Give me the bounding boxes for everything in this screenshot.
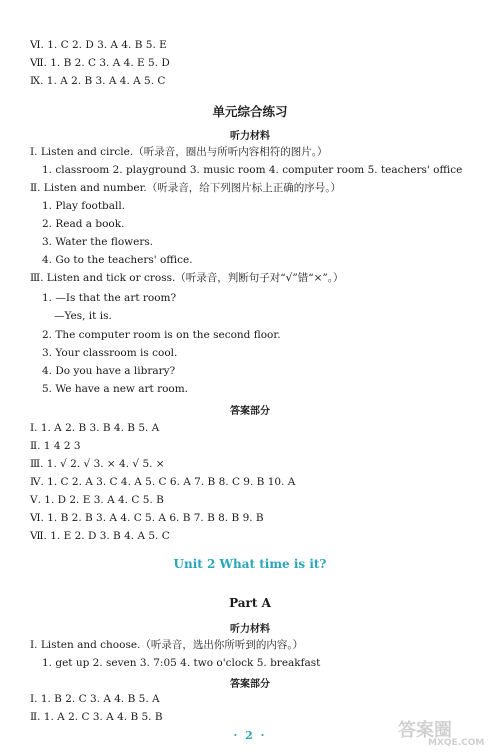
question-item: 3. Your classroom is cool. <box>42 347 178 359</box>
section-title: 单元综合练习 <box>212 104 288 119</box>
answer-line: Ⅴ. 1. D 2. E 3. A 4. C 5. B <box>30 494 164 506</box>
question-item: —Yes, it is. <box>54 310 112 322</box>
question-item: 4. Go to the teachers' office. <box>42 254 193 266</box>
question-header: Ⅱ. Listen and number.（听录音，给下列图片标上正确的序号。） <box>30 182 342 194</box>
answer-line: Ⅳ. 1. C 2. A 3. C 4. A 5. C 6. A 7. B 8. C 9. B 10. A <box>30 476 296 488</box>
watermark-logo <box>398 716 494 750</box>
question-item: 1. Play football. <box>42 200 126 212</box>
question-item: 3. Water the flowers. <box>42 236 154 248</box>
answer-line: Ⅵ. 1. B 2. B 3. A 4. C 5. A 6. B 7. B 8. B 9. B <box>30 512 264 524</box>
question-item: 4. Do you have a library? <box>42 365 176 377</box>
answers-title: 答案部分 <box>230 406 270 417</box>
answer-line: Ⅸ. 1. A 2. B 3. A 4. A 5. C <box>30 75 166 87</box>
answer-line: Ⅱ. 1. A 2. C 3. A 4. B 5. B <box>30 711 163 723</box>
question-item: 2. The computer room is on the second floor. <box>42 329 281 341</box>
question-header: Ⅰ. Listen and circle.（听录音，圈出与所听内容相符的图片。） <box>30 146 328 158</box>
part-title: Part A <box>229 596 271 610</box>
unit-title: Unit 2 What time is it? <box>173 557 327 571</box>
listening-title: 听力材料 <box>230 624 270 635</box>
answer-line: Ⅶ. 1. E 2. D 3. B 4. A 5. C <box>30 530 170 542</box>
question-items: 1. get up 2. seven 3. 7:05 4. two o'clock 5. breakfast <box>42 657 321 669</box>
answer-line: Ⅰ. 1. A 2. B 3. B 4. B 5. A <box>30 422 160 434</box>
question-item: 5. We have a new art room. <box>42 383 189 395</box>
answer-line: Ⅱ. 1 4 2 3 <box>30 440 81 452</box>
answer-line: Ⅲ. 1. √ 2. √ 3. × 4. √ 5. × <box>30 458 165 470</box>
watermark-url: MXQE.COM <box>428 738 485 748</box>
answers-title: 答案部分 <box>230 679 270 690</box>
question-item: 2. Read a book. <box>42 218 125 230</box>
watermark-text: 答案圈 <box>398 720 452 741</box>
answer-line: Ⅶ. 1. B 2. C 3. A 4. E 5. D <box>30 57 170 69</box>
listening-title: 听力材料 <box>230 131 270 142</box>
question-header: Ⅲ. Listen and tick or cross.（听录音，判断句子对“√”错“×”。） <box>30 272 344 284</box>
page-number: · 2 · <box>233 729 267 742</box>
answer-line: Ⅰ. 1. B 2. C 3. A 4. B 5. A <box>30 693 160 705</box>
question-header: Ⅰ. Listen and choose.（听录音，选出你所听到的内容。） <box>30 639 304 651</box>
question-items: 1. classroom 2. playground 3. music room 4. computer room 5. teachers' office <box>42 164 463 176</box>
question-item: 1. —Is that the art room? <box>42 292 177 304</box>
answer-line: Ⅵ. 1. C 2. D 3. A 4. B 5. E <box>30 39 167 51</box>
